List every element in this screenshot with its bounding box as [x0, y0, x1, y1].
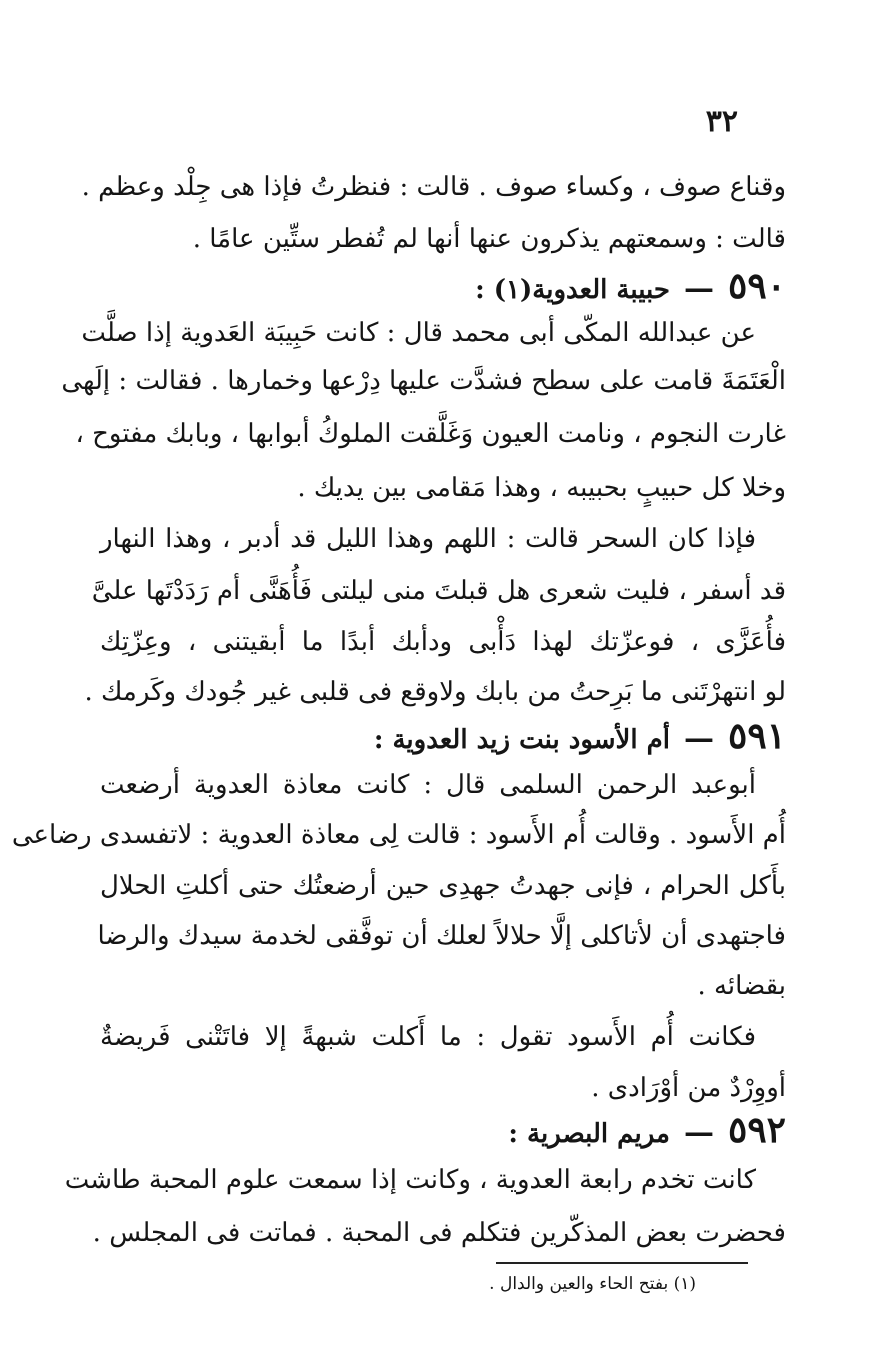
entry-title: حبيبة العدوية(١) :	[475, 275, 670, 305]
entry-heading-590	[475, 266, 786, 306]
page-number: ٣٢	[705, 104, 738, 139]
text-line: بقضائه .	[697, 971, 786, 1001]
footnote-divider	[496, 1262, 748, 1264]
text-line: أبوعبد الرحمن السلمى قال : كانت معاذة العدوية أرضعت	[100, 770, 756, 800]
footnote: (١) بفتح الحاء والعين والدال .	[489, 1274, 696, 1294]
entry-number: ٥٩٠	[727, 265, 786, 307]
entry-number: ٥٩٢	[727, 1109, 786, 1151]
entry-heading-592	[508, 1110, 786, 1150]
text-line: فكانت أُم الأَسود تقول : ما أَكلت شبهةً إلا فاتَتْنى فَريضةٌ	[100, 1022, 756, 1052]
entry-title: مريم البصرية :	[508, 1119, 670, 1149]
heading-dash: —	[683, 1115, 714, 1150]
text-line: عن عبدالله المكّى أبى محمد قال : كانت حَبِيبَة العَدوية إذا صلَّت	[81, 318, 756, 348]
text-line: أووِرْدٌ من أوْرَادى .	[591, 1073, 786, 1103]
text-line: فإذا كان السحر قالت : اللهم وهذا الليل قد أدبر ، وهذا النهار	[100, 524, 756, 554]
entry-title: أم الأسود بنت زيد العدوية :	[373, 725, 670, 755]
text-line: أُم الأَسود . وقالت أُم الأَسود : قالت لِى معاذة العدوية : لاتفسدى رضاعى	[11, 820, 786, 850]
entry-heading-591	[374, 716, 786, 756]
heading-dash: —	[683, 721, 714, 756]
text-line: فأُعَزَّى ، فوعزّتك لهذا دَأْبى ودأبك أبدًا ما أبقيتنى ، وعِزّتِك	[100, 627, 786, 657]
text-line: لو انتهرْتَنى ما بَرِحتُ من بابك ولاوقع فى قلبى غير جُودك وكَرمك .	[84, 677, 786, 707]
text-line: الْعَتَمَةَ قامت على سطح فشدَّت عليها دِرْعها وخمارها . فقالت : إلَهى	[61, 366, 786, 396]
text-line: فاجتهدى أن لأتاكلى إلَّا حلالاً لعلك أن توفَّقى لخدمة سيدك والرضا	[97, 921, 786, 951]
heading-dash: —	[683, 271, 714, 306]
text-line: كانت تخدم رابعة العدوية ، وكانت إذا سمعت علوم المحبة طاشت	[64, 1165, 756, 1195]
text-line: قالت : وسمعتهم يذكرون عنها أنها لم تُفطر ستِّين عامًا .	[192, 224, 786, 254]
text-line: وخلا كل حبيبٍ بحبيبه ، وهذا مَقامى بين يديك .	[297, 473, 786, 503]
text-line: بأَكل الحرام ، فإنى جهدتُ جهدِى حين أرضعتُك حتى أكلتِ الحلال	[100, 871, 786, 901]
text-line: غارت النجوم ، ونامت العيون وَغَلَّقت الملوكُ أبوابها ، وبابك مفتوح ،	[75, 419, 786, 449]
text-line: قد أسفر ، فليت شعرى هل قبلتَ منى ليلتى فَأُهَنَّى أم رَدَدْتَها علىَّ	[91, 576, 786, 606]
entry-number: ٥٩١	[727, 715, 786, 757]
text-line: فحضرت بعض المذكّرين فتكلم فى المحبة . فماتت فى المجلس .	[92, 1218, 786, 1248]
text-line: وقناع صوف ، وكساء صوف . قالت : فنظرتُ فإذا هى جِلْد وعظم .	[81, 172, 786, 202]
